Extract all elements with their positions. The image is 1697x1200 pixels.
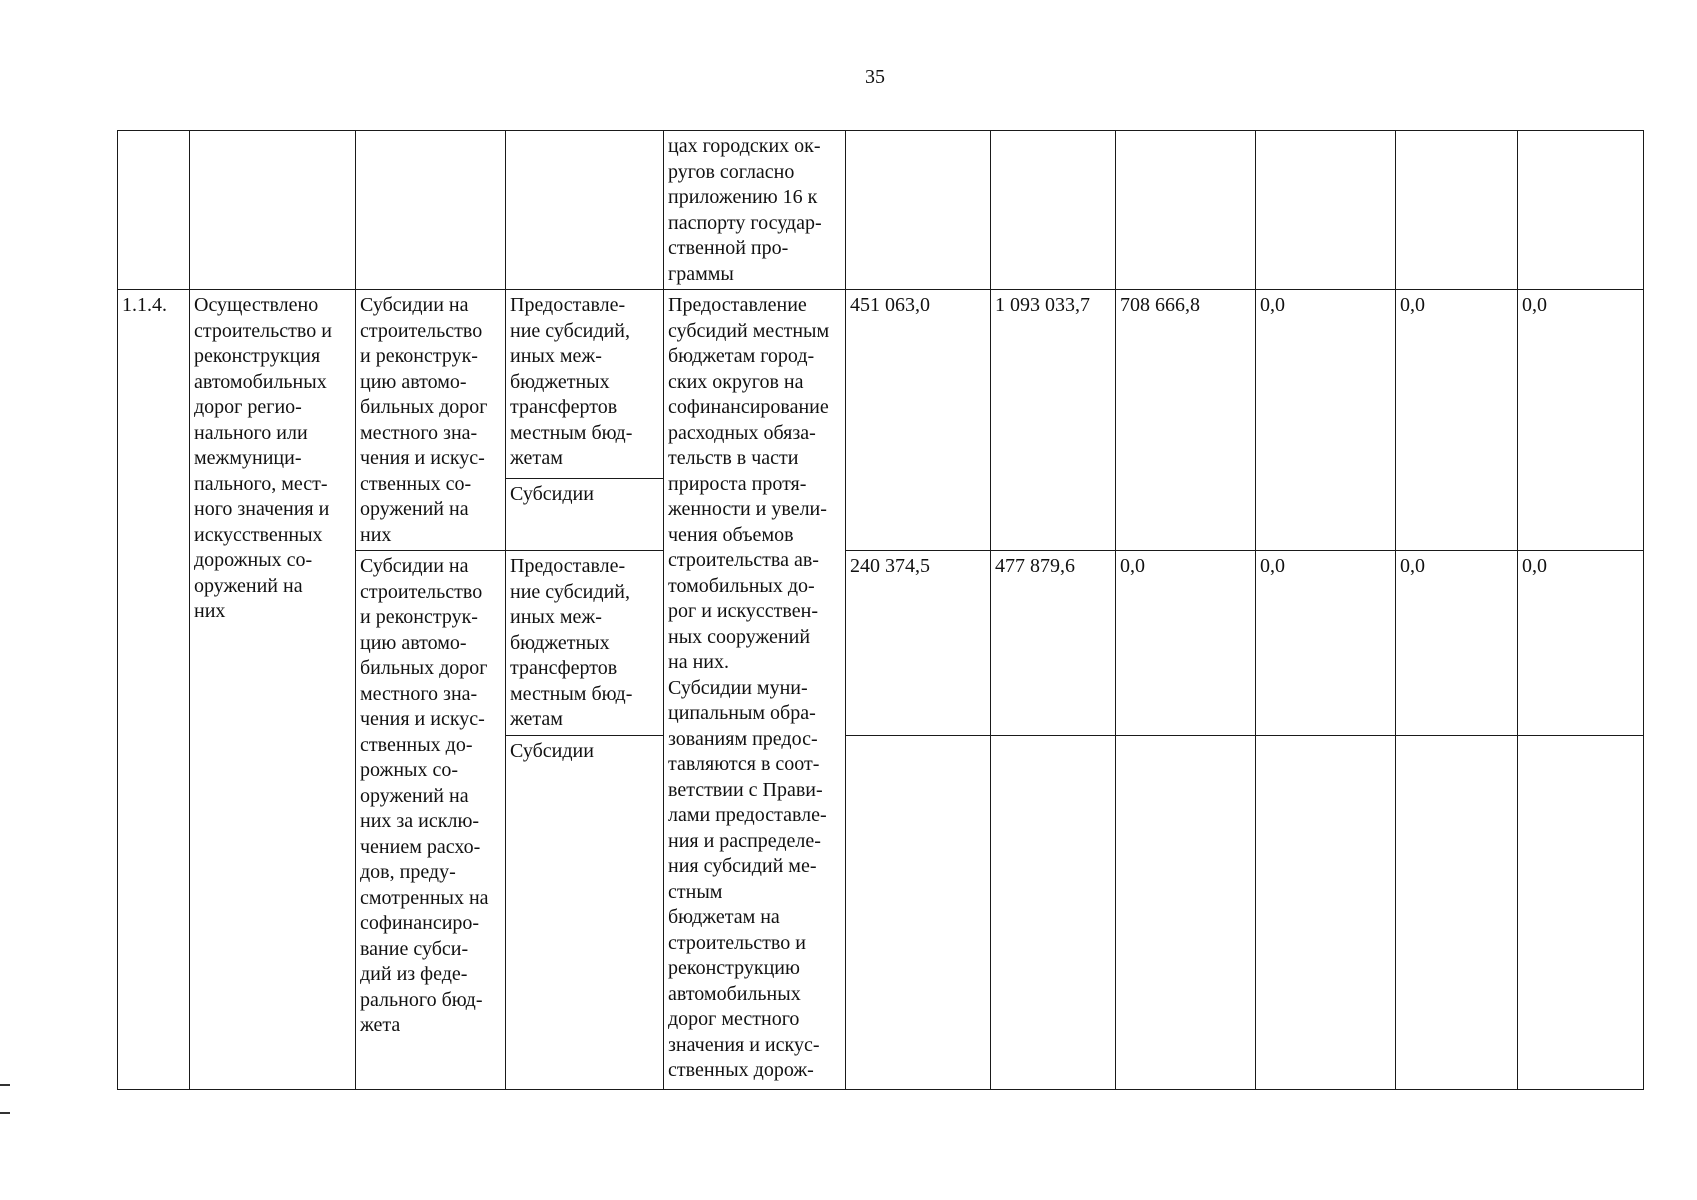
value-cell-empty (1518, 735, 1644, 1089)
budget-table (117, 130, 1644, 1090)
cell-value (1256, 131, 1396, 290)
value-cell: 240 374,5 (846, 551, 991, 736)
value-cell-empty (991, 735, 1116, 1089)
subitem-type-main: Предоставле- ние субсидий, иных меж- бюджетных трансфертов местным бюд- жетам (506, 290, 664, 479)
subitem-direction: Субсидии на строительство и реконструк- цию автомо- бильных дорог местного зна- чения и искус- ственных до- рожных со- оружений на них за исклю- чением расхо- дов, преду- смотренных на софинансиро- вание субси- дий из феде- рального бюд- жета (356, 551, 506, 1090)
subitem-type-sub: Субсидии (506, 735, 664, 1089)
cell-value (1116, 131, 1256, 290)
item-mechanism: Предоставление субсидий местным бюджетам город- ских округов на софинансирование расходных обяза- тельств в части прироста протя- женности и увели- чения объемов строительства ав- томобильных до- рог и искусствен- ных сооружений на них. Субсидии муни- ципальным обра- зованиям предос- тавляются в соот- ветствии с Прави- лами предоставле- ния и распределе- ния субсидий ме- стным бюджетам на строительство и реконструкцию автомобильных дорог местного значения и искус- ственных дорож- (664, 290, 846, 1090)
value-cell: 708 666,8 (1116, 290, 1256, 551)
value-cell-empty (1256, 735, 1396, 1089)
cell-value (846, 131, 991, 290)
value-cell: 0,0 (1396, 290, 1518, 551)
cell-direction (356, 131, 506, 290)
table-row-continuation (118, 131, 1644, 290)
value-cell: 1 093 033,7 (991, 290, 1116, 551)
value-cell: 0,0 (1256, 290, 1396, 551)
value-cell: 0,0 (1256, 551, 1396, 736)
value-cell: 451 063,0 (846, 290, 991, 551)
table-row (118, 290, 1644, 479)
subitem-direction: Субсидии на строительство и реконструк- цию автомо- бильных дорог местного зна- чения и искус- ственных со- оружений на них (356, 290, 506, 551)
margin-mark (0, 1084, 10, 1086)
cell-code (118, 131, 190, 290)
value-cell: 0,0 (1518, 290, 1644, 551)
cell-name (190, 131, 356, 290)
cell-value (1396, 131, 1518, 290)
value-cell-empty (1116, 735, 1256, 1089)
margin-mark (0, 1112, 10, 1114)
item-name: Осуществлено строительство и реконструкция автомобильных дорог регио- нального или межмуници- пального, мест- ного значения и искусственных дорожных со- оружений на них (190, 290, 356, 1090)
value-cell: 477 879,6 (991, 551, 1116, 736)
value-cell: 0,0 (1116, 551, 1256, 736)
cell-mechanism: цах городских ок- ругов согласно приложению 16 к паспорту государ- ственной про- граммы (664, 131, 846, 290)
cell-value (991, 131, 1116, 290)
value-cell-empty (846, 735, 991, 1089)
cell-value (1518, 131, 1644, 290)
subitem-type-sub: Субсидии (506, 479, 664, 551)
page-number: 35 (865, 66, 885, 88)
value-cell: 0,0 (1518, 551, 1644, 736)
cell-type (506, 131, 664, 290)
value-cell: 0,0 (1396, 551, 1518, 736)
subitem-type-main: Предоставле- ние субсидий, иных меж- бюджетных трансфертов местным бюд- жетам (506, 551, 664, 736)
item-code: 1.1.4. (118, 290, 190, 1090)
value-cell-empty (1396, 735, 1518, 1089)
